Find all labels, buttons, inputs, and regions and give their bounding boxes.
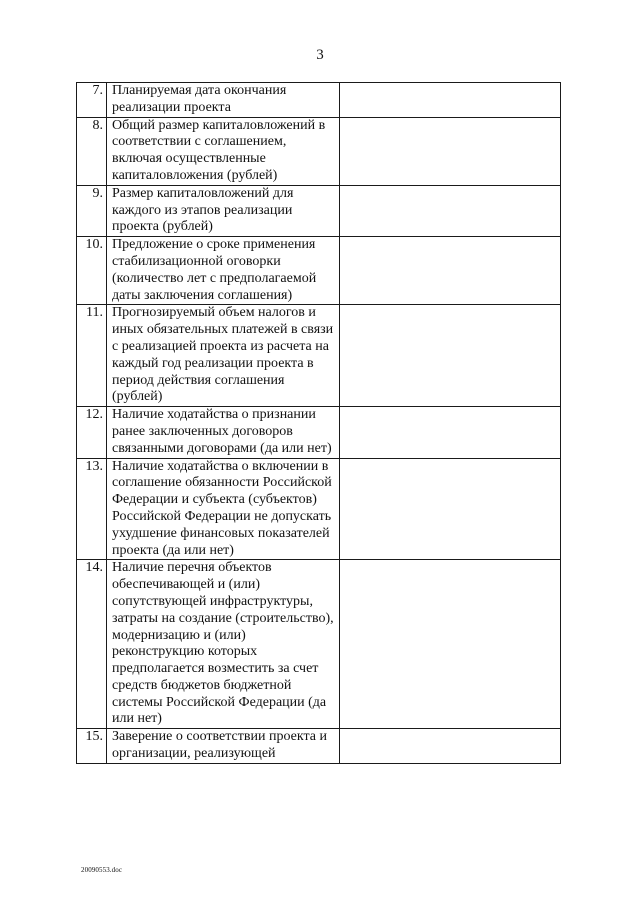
row-number: 14. (77, 560, 107, 729)
footer-filename: 20090553.doc (81, 866, 123, 874)
row-number: 13. (77, 458, 107, 560)
row-value-cell (340, 560, 561, 729)
row-number: 15. (77, 729, 107, 764)
table-row (77, 305, 561, 407)
page-number: 3 (316, 47, 324, 63)
row-number: 7. (77, 83, 107, 118)
table-row (77, 729, 561, 764)
table-row (77, 407, 561, 458)
table-row (77, 237, 561, 305)
row-label: Прогнозируемый объем налогов и иных обязательных платежей в связи с реализацией проекта из расчета на каждый год реализации проекта в период действия соглашения (рублей) (107, 305, 340, 407)
row-value-cell (340, 117, 561, 185)
row-number: 9. (77, 185, 107, 236)
row-label: Планируемая дата окончания реализации проекта (107, 83, 340, 118)
row-number: 11. (77, 305, 107, 407)
form-table (76, 82, 561, 764)
row-label: Заверение о соответствии проекта и организации, реализующей (107, 729, 340, 764)
row-label: Предложение о сроке применения стабилизационной оговорки (количество лет с предполагаемой даты заключения соглашения) (107, 237, 340, 305)
row-label: Размер капиталовложений для каждого из этапов реализации проекта (рублей) (107, 185, 340, 236)
row-label: Общий размер капиталовложений в соответствии с соглашением, включая осуществленные капиталовложения (рублей) (107, 117, 340, 185)
row-label: Наличие ходатайства о включении в соглашение обязанности Российской Федерации и субъекта (субъектов) Российской Федерации не допускать ухудшение финансовых показателей проекта (да или нет) (107, 458, 340, 560)
row-number: 12. (77, 407, 107, 458)
row-number: 8. (77, 117, 107, 185)
table-row (77, 117, 561, 185)
table-row (77, 560, 561, 729)
row-value-cell (340, 729, 561, 764)
table-row (77, 458, 561, 560)
row-label: Наличие ходатайства о признании ранее заключенных договоров связанными договорами (да или нет) (107, 407, 340, 458)
table-row (77, 185, 561, 236)
row-number: 10. (77, 237, 107, 305)
row-value-cell (340, 458, 561, 560)
row-value-cell (340, 185, 561, 236)
row-value-cell (340, 407, 561, 458)
row-label: Наличие перечня объектов обеспечивающей и (или) сопутствующей инфраструктуры, затраты на создание (строительство), модернизацию и (или) реконструкцию которых предполагается возместить за счет средств бюджетов бюджетной системы Российской Федерации (да или нет) (107, 560, 340, 729)
row-value-cell (340, 237, 561, 305)
row-value-cell (340, 305, 561, 407)
row-value-cell (340, 83, 561, 118)
table-row (77, 83, 561, 118)
